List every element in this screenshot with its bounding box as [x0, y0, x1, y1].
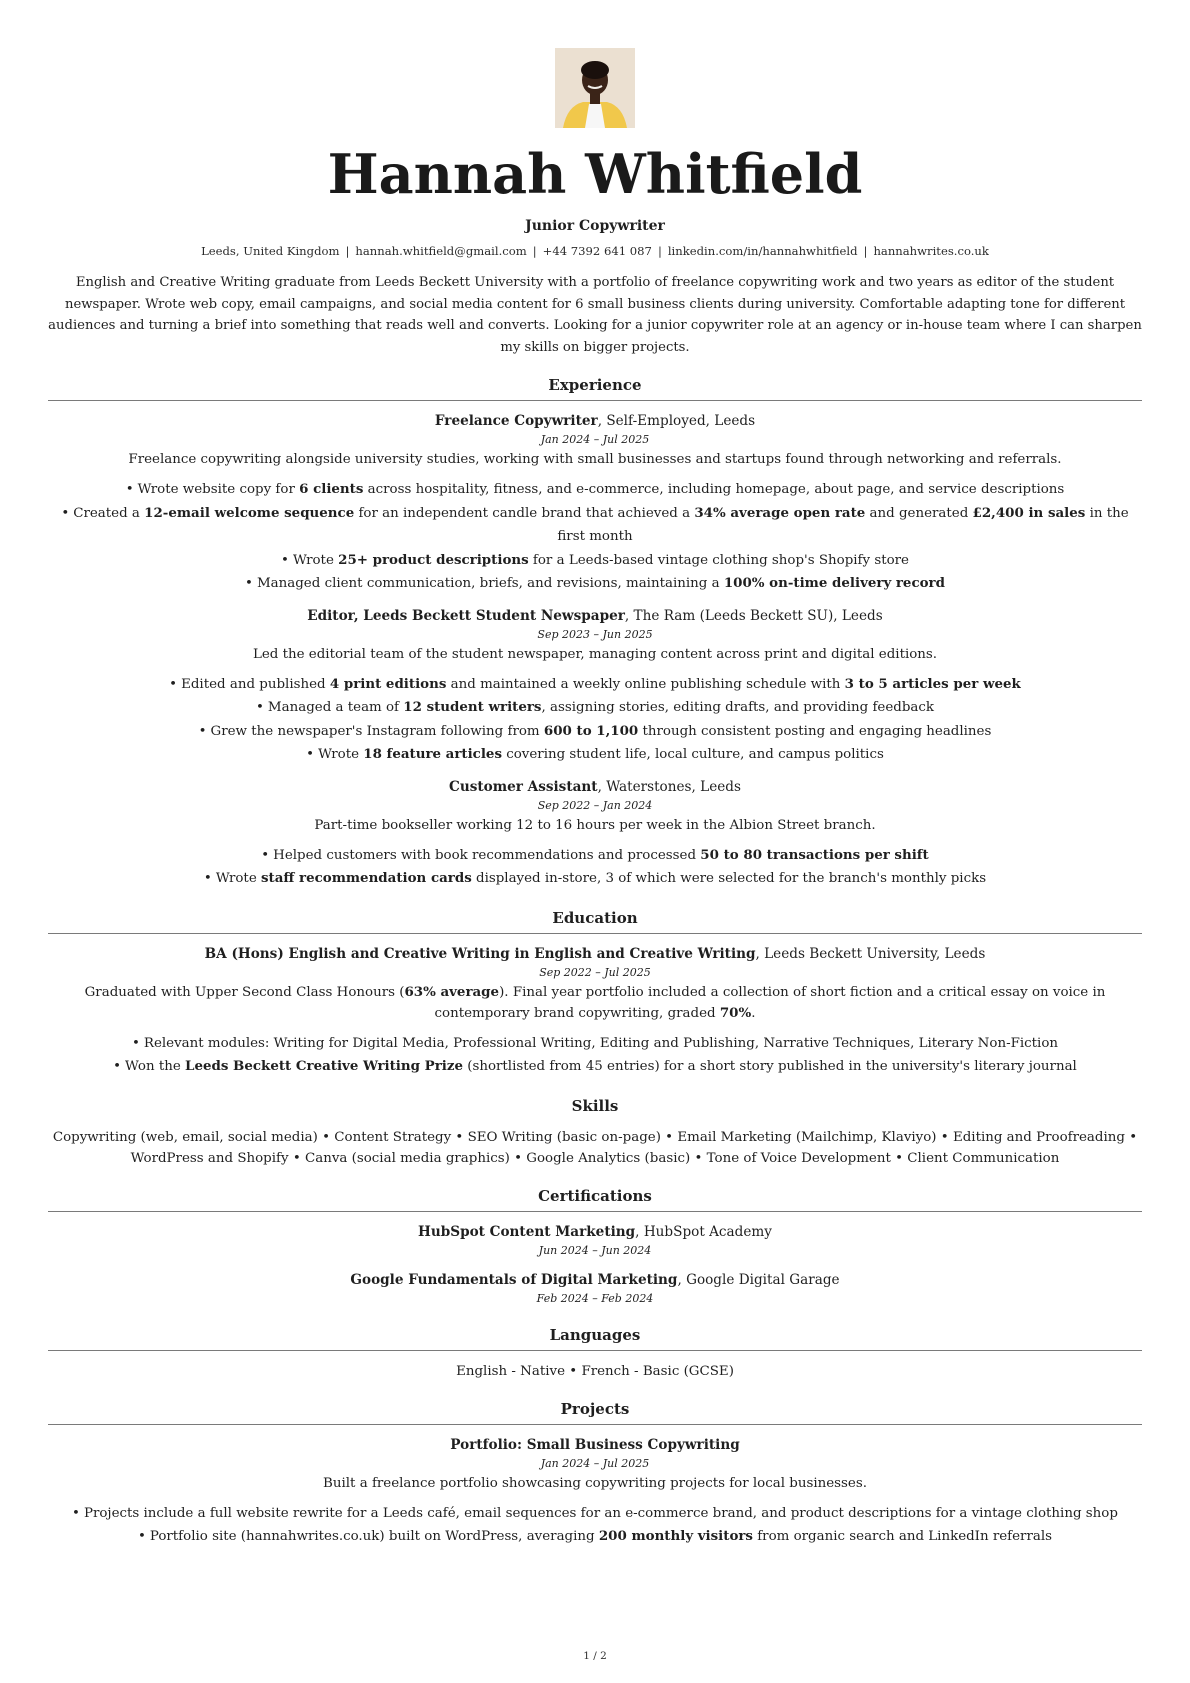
text-run: ). Final year portfolio included a collection of short fiction and a critical essay on voice in contemporary brand copywriting, graded [434, 984, 1106, 1021]
entry-heading [48, 1222, 1142, 1242]
text-run: in the first month [557, 505, 1129, 544]
entry-role: Customer Assistant [449, 778, 598, 795]
bullet-item [48, 572, 1142, 596]
entry-dates: Sep 2022 – Jan 2024 [537, 798, 653, 812]
bullet-dot: • [255, 700, 264, 715]
list-separator: • [936, 1129, 953, 1145]
bullet-dot: • [261, 847, 270, 863]
list-separator: • [451, 1129, 468, 1145]
candidate-name: Hannah Whitfield [327, 142, 863, 206]
entry-dates: Sep 2022 – Jul 2025 [539, 965, 651, 979]
projects-entry [48, 1435, 1142, 1549]
text-run: across hospitality, fitness, and e-commerce, including homepage, about page, and service descriptions [363, 482, 1065, 497]
entry-organization: , Waterstones, Leeds [597, 778, 741, 795]
bold-text: 63% average [404, 983, 500, 1000]
bold-text: 50 to 80 transactions per shift [700, 846, 929, 863]
bullet-dot: • [245, 576, 253, 591]
text-run: covering student life, local culture, and campus politics [501, 747, 884, 762]
entry-dates: Jan 2024 – Jul 2025 [540, 1456, 650, 1470]
text-run: Wrote [318, 747, 364, 762]
contact-separator: | [345, 244, 350, 258]
entry-heading [48, 1435, 1142, 1455]
certifications-entry [48, 1270, 1142, 1308]
contact-item: hannahwrites.co.uk [873, 244, 989, 258]
bullet-item [48, 844, 1142, 868]
education-list [48, 944, 1142, 1079]
entry-description: Built a freelance portfolio showcasing copywriting projects for local businesses. [323, 1475, 867, 1491]
bold-text: 12 student writers [403, 699, 542, 715]
text-run: Managed a team of [267, 700, 404, 715]
bullet-dot: • [169, 676, 178, 692]
bullet-item [48, 1055, 1142, 1079]
bullet-item [48, 696, 1142, 720]
entry-role: Google Fundamentals of Digital Marketing [350, 1271, 678, 1288]
section-projects-title: Projects [48, 1400, 1142, 1425]
bullet-list [48, 478, 1142, 596]
profile-photo [555, 48, 635, 128]
section-experience-title: Experience [48, 376, 1142, 401]
bold-text: Leeds Beckett Creative Writing Prize [185, 1058, 463, 1074]
text-run: Managed client communication, briefs, and revisions, maintaining a [256, 576, 724, 591]
bullet-dot: • [131, 1035, 140, 1051]
text-run: Won the [125, 1059, 186, 1074]
entry-dates: Feb 2024 – Feb 2024 [536, 1291, 654, 1305]
entry-role: BA (Hons) English and Creative Writing in English and Creative Writing [204, 945, 756, 962]
entry-role: HubSpot Content Marketing [418, 1223, 636, 1240]
bold-text: 600 to 1,100 [543, 722, 639, 739]
entry-organization: , Google Digital Garage [677, 1271, 840, 1288]
bullet-dot: • [203, 871, 212, 886]
text-run: for an independent candle brand that achieved a [354, 505, 695, 521]
text-run: Edited and published [181, 676, 330, 692]
bullet-list [48, 1032, 1142, 1079]
certifications-entry [48, 1222, 1142, 1260]
skills-item: Client Communication [907, 1150, 1060, 1166]
text-run: displayed in-store, 3 of which were selected for the branch's monthly picks [471, 871, 987, 886]
entry-organization: , The Ram (Leeds Beckett SU), Leeds [624, 607, 883, 624]
bullet-item [48, 1525, 1142, 1549]
text-run: for a Leeds-based vintage clothing shop's Shopify store [528, 552, 909, 568]
text-run: and maintained a weekly online publishing schedule with [446, 676, 845, 692]
bold-text: staff recommendation cards [261, 870, 472, 886]
bullet-list [48, 673, 1142, 767]
contact-item: hannah.whitfield@gmail.com [355, 244, 527, 258]
bullet-dot: • [198, 723, 207, 739]
list-separator: • [317, 1129, 335, 1145]
experience-entry [48, 777, 1142, 891]
entry-role: Editor, Leeds Beckett Student Newspaper [307, 607, 625, 624]
entry-dates: Jun 2024 – Jun 2024 [538, 1243, 652, 1257]
text-run: . [751, 1005, 756, 1021]
skills-item: Email Marketing (Mailchimp, Klaviyo) [677, 1129, 937, 1145]
text-run: through consistent posting and engaging headlines [638, 723, 992, 739]
text-run: Wrote [215, 871, 261, 886]
list-separator: • [890, 1150, 908, 1166]
contact-separator: | [657, 244, 662, 258]
bold-text: 70% [719, 1004, 752, 1021]
text-run: Relevant modules: Writing for Digital Media, Professional Writing, Editing and Publishing, Narrative Techniques, Literary Non-Fiction [143, 1035, 1059, 1051]
contact-item: +44 7392 641 087 [542, 244, 652, 258]
bullet-list [48, 1502, 1142, 1549]
contact-line [48, 244, 1142, 258]
text-run: and generated [865, 505, 973, 521]
entry-dates: Sep 2023 – Jun 2025 [537, 627, 653, 641]
text-run: (shortlisted from 45 entries) for a short story published in the university's literary journal [462, 1059, 1077, 1074]
bold-text: £2,400 in sales [972, 504, 1086, 521]
text-run: Portfolio site (hannahwrites.co.uk) built on WordPress, averaging [149, 1529, 599, 1544]
education-entry [48, 944, 1142, 1079]
bullet-dot: • [61, 505, 70, 521]
text-run: Helped customers with book recommendations and processed [273, 847, 701, 863]
bullet-list [48, 844, 1142, 891]
bullet-item [48, 867, 1142, 891]
bold-text: 25+ product descriptions [338, 551, 529, 568]
text-run: Grew the newspaper's Instagram following from [210, 723, 544, 739]
skills-item: Content Strategy [334, 1129, 452, 1145]
entry-description: Part-time bookseller working 12 to 16 hours per week in the Albion Street branch. [314, 817, 876, 833]
entry-role: Freelance Copywriter [434, 413, 598, 429]
summary: English and Creative Writing graduate from Leeds Beckett University with a portfolio of freelance copywriting work and two years as editor of the student newspaper. Wrote web copy, email campaigns, and social media content for 6 small business clients during university. Comfortable adapting tone for different audiences and turning a brief into something that reads well and converts. Looking for a junior copywriter role at an agency or in-house team where I can sharpen my skills on bigger projects. [48, 275, 1142, 355]
bullet-dot: • [72, 1505, 80, 1521]
resume-page [48, 48, 1142, 1549]
bullet-item [48, 743, 1142, 767]
bold-text: 34% average open rate [694, 504, 866, 521]
contact-separator: | [863, 244, 868, 258]
contact-item: linkedin.com/in/hannahwhitfield [667, 244, 858, 258]
bullet-dot: • [137, 1529, 146, 1544]
entry-heading [48, 411, 1142, 431]
skills-item: Canva (social media graphics) [304, 1150, 510, 1166]
section-certifications-title: Certifications [48, 1187, 1142, 1212]
section-skills-title: Skills [571, 1096, 619, 1115]
entry-dates: Jan 2024 – Jul 2025 [540, 433, 650, 446]
bullet-dot: • [125, 482, 134, 497]
contact-item: Leeds, United Kingdom [201, 244, 340, 258]
list-separator: • [509, 1150, 527, 1166]
skills-item: WordPress and Shopify [130, 1150, 289, 1166]
certifications-list [48, 1222, 1142, 1308]
entry-organization: , Leeds Beckett University, Leeds [755, 945, 986, 962]
languages-item: French - Basic (GCSE) [581, 1363, 734, 1379]
text-run: from organic search and LinkedIn referrals [752, 1529, 1053, 1544]
bullet-item [48, 502, 1142, 549]
entry-organization: , HubSpot Academy [635, 1223, 772, 1240]
text-run: Projects include a full website rewrite for a Leeds café, email sequences for an e-commerce brand, and product descriptions for a vintage clothing shop [83, 1505, 1118, 1521]
bold-text: 200 monthly visitors [598, 1528, 753, 1544]
list-separator: • [288, 1150, 305, 1166]
entry-heading [48, 777, 1142, 797]
skills-item: SEO Writing (basic on-page) [467, 1129, 661, 1145]
text-run: , assigning stories, editing drafts, and providing feedback [541, 700, 934, 715]
bold-text: 100% on-time delivery record [723, 575, 945, 591]
entry-heading [48, 606, 1142, 626]
experience-list [48, 411, 1142, 891]
entry-description: Led the editorial team of the student newspaper, managing content across print and digital editions. [252, 646, 938, 662]
bullet-item [48, 1032, 1142, 1056]
text-run: Created a [73, 505, 145, 521]
bullet-dot: • [113, 1059, 122, 1074]
list-separator: • [565, 1363, 582, 1379]
skills-item: Editing and Proofreading [952, 1129, 1125, 1145]
entry-organization: , Self-Employed, Leeds [597, 413, 756, 429]
text-run: Wrote [292, 552, 339, 568]
bullet-item [48, 673, 1142, 697]
entry-heading [48, 944, 1142, 964]
bullet-item [48, 1502, 1142, 1526]
skills-item: Tone of Voice Development [706, 1150, 891, 1166]
entry-description [48, 982, 1142, 1024]
experience-entry [48, 606, 1142, 767]
section-languages-title: Languages [48, 1326, 1142, 1351]
bold-text: 18 feature articles [363, 746, 502, 762]
experience-entry [48, 411, 1142, 596]
bullet-item [48, 720, 1142, 744]
bold-text: 6 clients [299, 481, 364, 497]
skills-list [48, 1127, 1142, 1169]
bold-text: 3 to 5 articles per week [844, 675, 1021, 692]
bold-text: 12-email welcome sequence [144, 504, 355, 521]
skills-item: Copywriting (web, email, social media) [52, 1129, 318, 1145]
section-education-title: Education [48, 909, 1142, 934]
projects-list [48, 1435, 1142, 1549]
bullet-item [48, 549, 1142, 573]
list-separator: • [690, 1150, 707, 1166]
page-number: 1 / 2 [583, 1650, 607, 1662]
entry-description: Freelance copywriting alongside university studies, working with small businesses and startups found through networking and referrals. [128, 452, 1062, 467]
text-run: Graduated with Upper Second Class Honours ( [84, 984, 405, 1000]
languages-item: English - Native [456, 1363, 566, 1379]
bullet-dot: • [306, 747, 315, 762]
list-separator: • [660, 1129, 678, 1145]
job-title: Junior Copywriter [525, 218, 665, 234]
list-separator: • [1124, 1129, 1138, 1145]
entry-role: Portfolio: Small Business Copywriting [450, 1436, 740, 1453]
entry-heading [48, 1270, 1142, 1290]
bullet-item [48, 478, 1142, 502]
bold-text: 4 print editions [329, 675, 447, 692]
text-run: Wrote website copy for [137, 482, 300, 497]
skills-item: Google Analytics (basic) [526, 1150, 691, 1166]
languages-list [48, 1361, 1142, 1382]
bullet-dot: • [281, 552, 289, 568]
contact-separator: | [532, 244, 537, 258]
